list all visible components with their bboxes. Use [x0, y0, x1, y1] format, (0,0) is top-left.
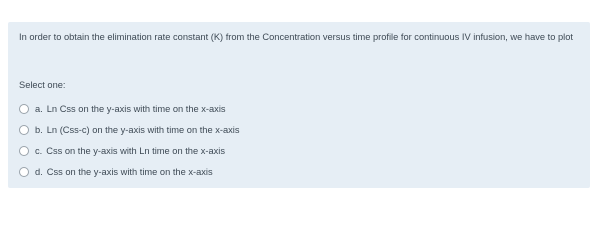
question-card: [8, 22, 590, 188]
option-text: Css on the y-axis with time on the x-axis: [46, 166, 213, 177]
option-a[interactable]: [19, 98, 239, 119]
radio-button-c[interactable]: [19, 146, 29, 156]
radio-button-d[interactable]: [19, 167, 29, 177]
option-c[interactable]: [19, 140, 239, 161]
option-letter: b.: [35, 124, 43, 135]
option-letter: c.: [35, 145, 43, 156]
option-text: Ln (Css-c) on the y-axis with time on the x-axis: [46, 124, 240, 135]
option-text: Ln Css on the y-axis with time on the x-axis: [46, 103, 226, 114]
select-one-label: Select one:: [19, 80, 66, 90]
option-letter: a.: [35, 103, 43, 114]
option-b[interactable]: [19, 119, 239, 140]
radio-button-a[interactable]: [19, 104, 29, 114]
radio-button-b[interactable]: [19, 125, 29, 135]
option-d[interactable]: [19, 161, 239, 182]
option-text: Css on the y-axis with Ln time on the x-axis: [46, 145, 226, 156]
option-letter: d.: [35, 166, 43, 177]
answer-options: [19, 98, 239, 182]
question-text: In order to obtain the elimination rate constant (K) from the Concentration versus time profile for continuous IV infusion, we have to plot: [19, 32, 573, 42]
